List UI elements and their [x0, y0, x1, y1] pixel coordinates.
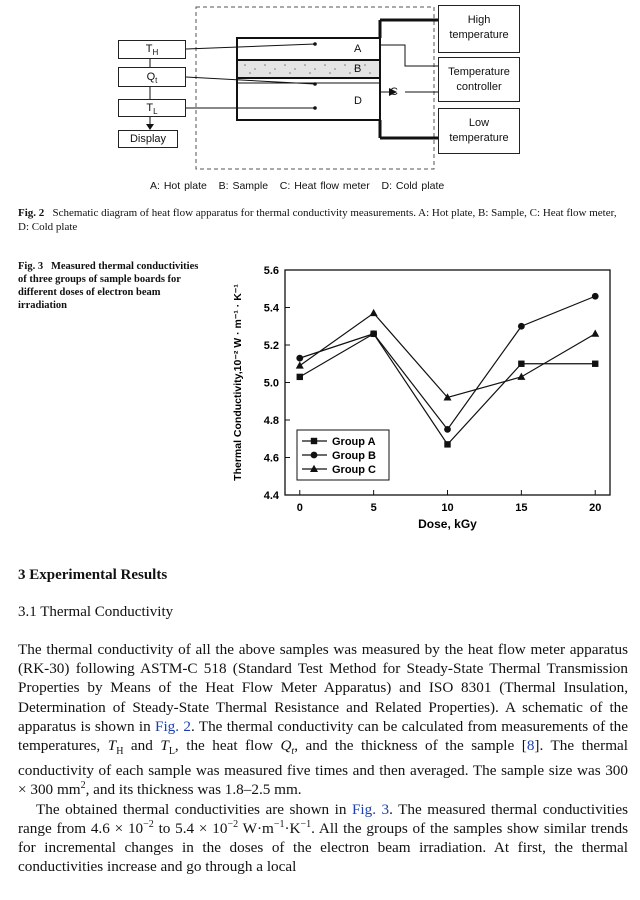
high-temperature-box: High temperature	[438, 5, 520, 53]
data-point-triangle	[296, 361, 304, 368]
subsection-heading: 3.1 Thermal Conductivity	[18, 604, 174, 620]
data-point-square	[518, 361, 524, 367]
data-point-triangle	[517, 373, 525, 380]
series-line-3	[300, 313, 595, 397]
data-point-circle	[311, 452, 318, 459]
data-point-circle	[296, 355, 303, 362]
x-axis-label: Dose, kGy	[418, 517, 477, 531]
data-point-circle	[370, 330, 377, 337]
legend-entry: Group A	[332, 436, 376, 448]
body-text	[18, 640, 628, 876]
citation-link[interactable]: 8	[526, 737, 535, 755]
fig2-caption	[18, 206, 623, 234]
fig3-caption-text: Measured thermal conductivities of three groups of sample boards for different doses of electron beam irradiation	[18, 261, 199, 311]
y-tick-label: 4.4	[263, 490, 279, 502]
fig2-schematic	[0, 0, 640, 200]
data-point-circle	[592, 293, 599, 300]
tl-box: $T_L$	[118, 99, 186, 117]
y-axis-label: Thermal Conductivity,10⁻² W · m⁻¹ · K⁻¹	[232, 284, 244, 481]
layer-label-d: D	[354, 95, 362, 107]
fig3-chart	[225, 258, 620, 533]
data-point-triangle	[370, 309, 378, 316]
x-tick-label: 20	[589, 502, 602, 514]
data-point-square	[592, 361, 598, 367]
data-point-square	[297, 374, 303, 380]
fig2-caption-text: Schematic diagram of heat flow apparatus for thermal conductivity measurements. A: Hot plate, B: Sample, C: Heat flow meter, D: Cold plate	[18, 207, 617, 233]
layer-label-c: C	[390, 86, 398, 98]
fig2-reference-link[interactable]: Fig. 2	[155, 717, 191, 735]
fig2-caption-number: Fig. 2	[18, 207, 45, 219]
paragraph-1: The thermal conductivity of all the above samples was measured by the heat flow meter apparatus (RK-30) following ASTM-C 518 (Standard Test Method for Steady-State Thermal Transmission Properties by Means of the Heat Flow Meter Apparatus) and ISO 8301 (Thermal Insulation, Determination of Steady-State Thermal Resistance and Related Properties). A schematic of the apparatus is shown in Fig. 2. The thermal conductivity can be calculated from measurements of the temperatures, $T_H$ and $T_L$, the heat flow $Q_t$, and the thickness of the sample [8]. The thermal conductivity of each sample was measured five times and then averaged. The sample size was 300 × 300 $mm^2$, and its thickness was 1.8–2.5 mm.	[18, 641, 628, 799]
y-tick-label: 5.6	[263, 265, 279, 277]
fig3-caption-number: Fig. 3	[18, 261, 44, 272]
legend-entry: Group B	[332, 450, 376, 462]
layer-label-a: A	[354, 43, 362, 55]
low-temperature-box: Low temperature	[438, 108, 520, 154]
data-point-circle	[444, 426, 451, 433]
data-point-circle	[518, 323, 525, 330]
fig2-legend: A: Hot plate B: Sample C: Heat flow meter D: Cold plate	[150, 180, 445, 192]
paragraph-2: The obtained thermal conductivities are shown in Fig. 3. The measured thermal conductivities range from $4.6 \times 10^{-2}$ to $5.4 \times 10^{-2}$ $W\cdot m^{-1}\cdot K^{-1}$. All the groups of the samples show similar trends for incremental changes in the doses of the electron beam irradiation. At first, the thermal conductivities increase and go through a local	[18, 800, 628, 876]
qt-box: $Q_t$	[118, 67, 186, 87]
section-heading: 3 Experimental Results	[18, 567, 168, 583]
series-line-2	[300, 296, 595, 429]
y-tick-label: 5.0	[263, 377, 279, 390]
fig3-reference-link[interactable]: Fig. 3	[351, 800, 390, 818]
data-point-square	[311, 438, 317, 444]
fig3-caption	[18, 260, 208, 312]
x-tick-label: 0	[296, 502, 303, 514]
data-point-square	[444, 441, 450, 447]
y-tick-label: 4.6	[263, 452, 279, 465]
x-tick-label: 15	[515, 502, 528, 514]
fig2-wiring	[0, 0, 640, 200]
layer-label-b: B	[354, 63, 362, 75]
legend-entry: Group C	[332, 464, 376, 476]
y-tick-label: 5.2	[263, 340, 279, 352]
data-point-triangle	[591, 330, 599, 337]
display-box: Display	[118, 130, 178, 148]
x-tick-label: 10	[441, 502, 454, 514]
th-box: $T_H$	[118, 40, 186, 59]
x-tick-label: 5	[370, 502, 377, 514]
y-tick-label: 5.4	[263, 302, 279, 315]
temperature-controller-box: Temperature controller	[438, 57, 520, 102]
y-tick-label: 4.8	[263, 415, 279, 427]
